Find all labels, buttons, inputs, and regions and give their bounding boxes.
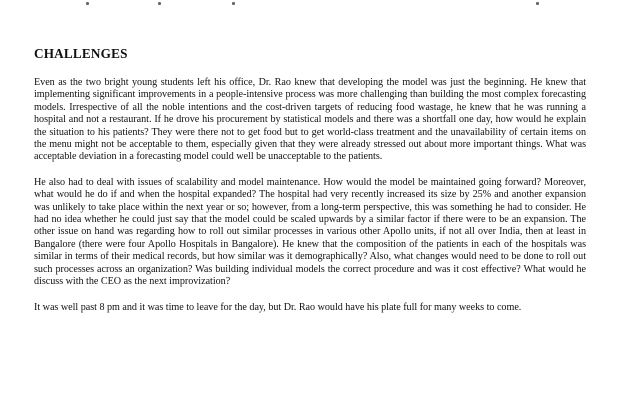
section-heading: CHALLENGES — [34, 46, 128, 61]
cut-mark — [158, 2, 161, 5]
document-body — [34, 46, 586, 314]
paragraph-scalability: He also had to deal with issues of scalability and model maintenance. How would the model be maintained going forward? Moreover, what would he do if and when the hospital expanded? The hospital had very recently increased its size by 25% and another expansion was unlikely to take place within the next year or so; however, from a long-term perspective, this was something he had to consider. He had no idea whether he could just say that the model could be scaled upwards by a similar factor if there were to be an expansion. The other issue on hand was regarding how to roll out similar processes in various other Apollo units, if not all over India, then at least in Bangalore (there were four Apollo Hospitals in Bangalore). He knew that the composition of the patients in each of the hospitals was similar in terms of their medical records, but how similar was it demographically? Also, what changes would need to be done to roll out such processes across an organization? Was building individual models the correct procedure and was it cost effective? What would he discuss with the CEO as the next improvization? — [34, 176, 586, 288]
paragraph-challenges-intro: Even as the two bright young students left his office, Dr. Rao knew that developing the model was just the beginning. He knew that implementing significant improvements in a people-intensive process was more challenging than building the most complex forecasting models. Irrespective of all the noble intentions and the cost-driven targets of reducing food wastage, he knew that he was running a hospital and not a restaurant. If he drove his procurement by statistical models and there was a shortfall one day, how would he explain the situation to his patients? They were there not to get food but to get world-class treatment and the unavailability of certain items on the menu might not be acceptable to them, especially given that they were already stressed out about more important things. What was acceptable deviation in a forecasting model could well be unacceptable to the patients. — [34, 77, 586, 163]
cut-mark — [232, 2, 235, 5]
cut-mark — [536, 2, 539, 5]
cut-mark — [86, 2, 89, 5]
top-cut-marks — [0, 0, 618, 12]
paragraph-closing: It was well past 8 pm and it was time to leave for the day, but Dr. Rao would have his plate full for many weeks to come. — [34, 301, 522, 313]
